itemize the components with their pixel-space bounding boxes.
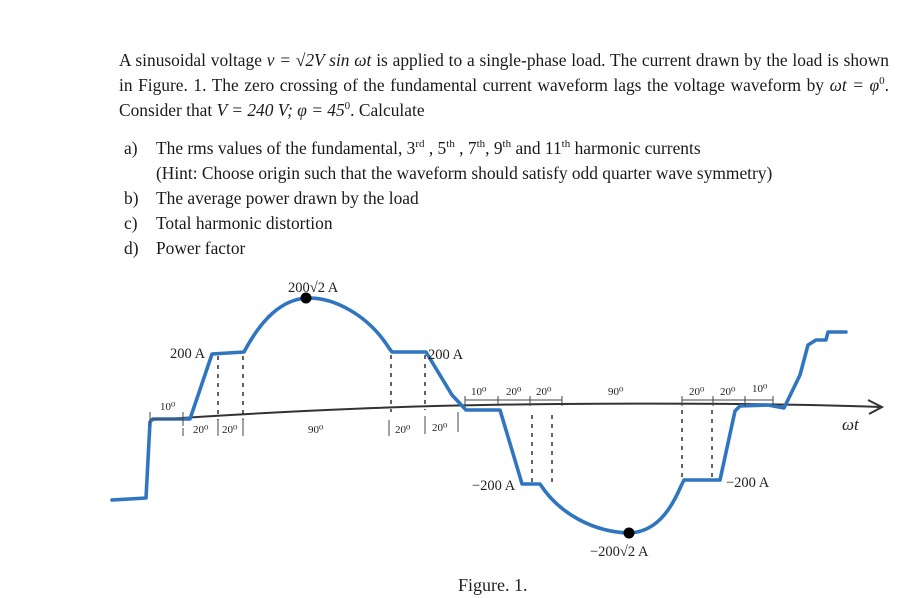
item-label: b) xyxy=(124,188,139,208)
angle-label: 10⁰ xyxy=(752,383,768,395)
angle-label: 20⁰ xyxy=(432,422,448,434)
angle-label: 20⁰ xyxy=(222,424,238,436)
figure-caption: Figure. 1. xyxy=(458,575,528,595)
intro-text-1: A sinusoidal voltage xyxy=(119,50,267,70)
angle-label: 20⁰ xyxy=(506,386,522,398)
step-left-label: 200 A xyxy=(170,346,206,362)
item-text: The average power drawn by the load xyxy=(156,188,419,208)
angle-label: 20⁰ xyxy=(720,386,736,398)
step-right-label: 200 A xyxy=(428,347,464,363)
positive-peak-label: 200√2 A xyxy=(288,280,339,296)
intro-text-3: . Consider that xyxy=(119,75,890,120)
item-text: Power factor xyxy=(156,238,246,258)
angle-label: 20⁰ xyxy=(395,424,411,436)
degree-sup: 0 xyxy=(879,75,885,88)
angle-label: 90⁰ xyxy=(308,424,324,436)
angle-label: 10⁰ xyxy=(160,401,176,413)
trough-right-label: −200 A xyxy=(726,475,770,491)
item-label: c) xyxy=(124,213,138,233)
axis-label: ωt xyxy=(842,415,859,434)
angle-label: 20⁰ xyxy=(536,386,552,398)
angle-label: 10⁰ xyxy=(471,386,487,398)
item-label: d) xyxy=(124,238,139,258)
given-values: V = 240 V; φ = 45 xyxy=(216,100,345,120)
item-label: a) xyxy=(124,138,138,158)
angle-label: 20⁰ xyxy=(193,424,209,436)
item-text: The rms values of the fundamental, 3rd , 5th , 7th, 9th and 11th harmonic currents xyxy=(156,138,701,158)
intro-text-2: is applied to a single-phase load. The current drawn by the load is shown in Figure. 1. The zero crossing of the fundamental current waveform lags the voltage waveform by xyxy=(119,50,889,95)
negative-peak-marker xyxy=(624,528,635,539)
angle-label: 20⁰ xyxy=(689,386,705,398)
degree-sup: 0 xyxy=(344,100,351,113)
angle-label: 90⁰ xyxy=(608,386,624,398)
projection-lines xyxy=(218,355,712,482)
negative-peak-label: −200√2 A xyxy=(590,544,649,560)
trough-left-label: −200 A xyxy=(472,478,516,494)
item-text: Total harmonic distortion xyxy=(156,213,333,233)
lag-equation: ωt = φ xyxy=(829,75,880,95)
intro-text-4: . Calculate xyxy=(350,100,425,120)
hint-text: (Hint: Choose origin such that the waveform should satisfy odd quarter wave symmetry) xyxy=(156,163,773,183)
voltage-equation: v = √2V sin ωt xyxy=(266,50,372,70)
